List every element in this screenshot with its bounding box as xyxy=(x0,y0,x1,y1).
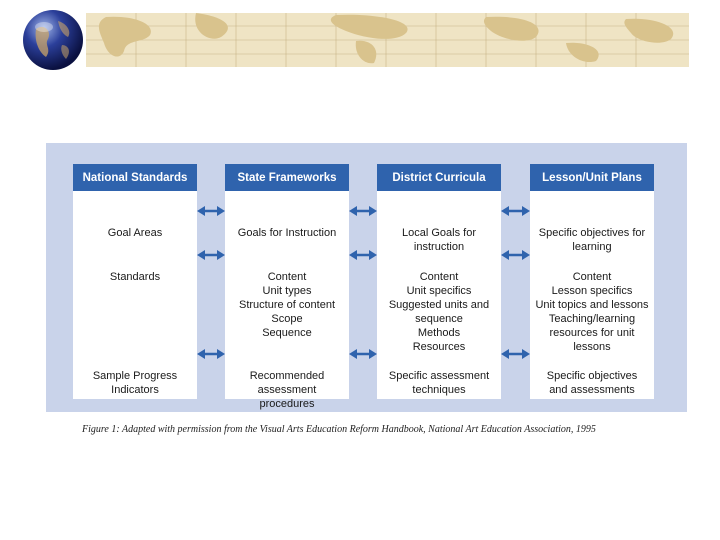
column-header: National Standards xyxy=(73,164,197,191)
double-arrow-icon xyxy=(501,205,530,217)
cell-assessment: Specific assessment techniques xyxy=(388,370,490,396)
column-header: Lesson/Unit Plans xyxy=(530,164,654,191)
cell-assessment: Recommended assessment procedures xyxy=(249,370,325,410)
map-banner xyxy=(86,13,689,67)
cell-assessment: Specific objectives and assessments xyxy=(546,370,638,396)
double-arrow-icon xyxy=(501,348,530,360)
double-arrow-icon xyxy=(349,348,377,360)
double-arrow-icon xyxy=(349,205,377,217)
cell-goals: Specific objectives for learning xyxy=(538,227,646,253)
cell-goals: Goals for Instruction xyxy=(237,227,337,239)
double-arrow-icon xyxy=(197,205,225,217)
column-header: State Frameworks xyxy=(225,164,349,191)
figure-caption: Figure 1: Adapted with permission from the Visual Arts Education Reform Handbook, National Art Education Association, 1995 xyxy=(82,424,596,435)
cell-content: Content Lesson specifics Unit topics and lessons Teaching/learning resources for unit lessons xyxy=(535,271,649,353)
double-arrow-icon xyxy=(197,249,225,261)
cell-content: Standards xyxy=(109,271,161,283)
column-state-frameworks xyxy=(225,164,349,410)
double-arrow-icon xyxy=(501,249,530,261)
column-header: District Curricula xyxy=(377,164,501,191)
cell-content: Content Unit specifics Suggested units and sequence Methods Resources xyxy=(388,271,490,353)
double-arrow-icon xyxy=(197,348,225,360)
column-lesson-unit-plans xyxy=(530,164,654,399)
cell-content: Content Unit types Structure of content Scope Sequence xyxy=(239,271,335,339)
double-arrow-icon xyxy=(349,249,377,261)
cell-assessment: Sample Progress Indicators xyxy=(92,370,178,396)
globe-icon xyxy=(22,9,84,71)
curriculum-diagram xyxy=(46,143,687,412)
column-national-standards xyxy=(73,164,197,399)
column-district-curricula xyxy=(377,164,501,399)
cell-goals: Goal Areas xyxy=(107,227,163,239)
cell-goals: Local Goals for instruction xyxy=(402,227,476,253)
